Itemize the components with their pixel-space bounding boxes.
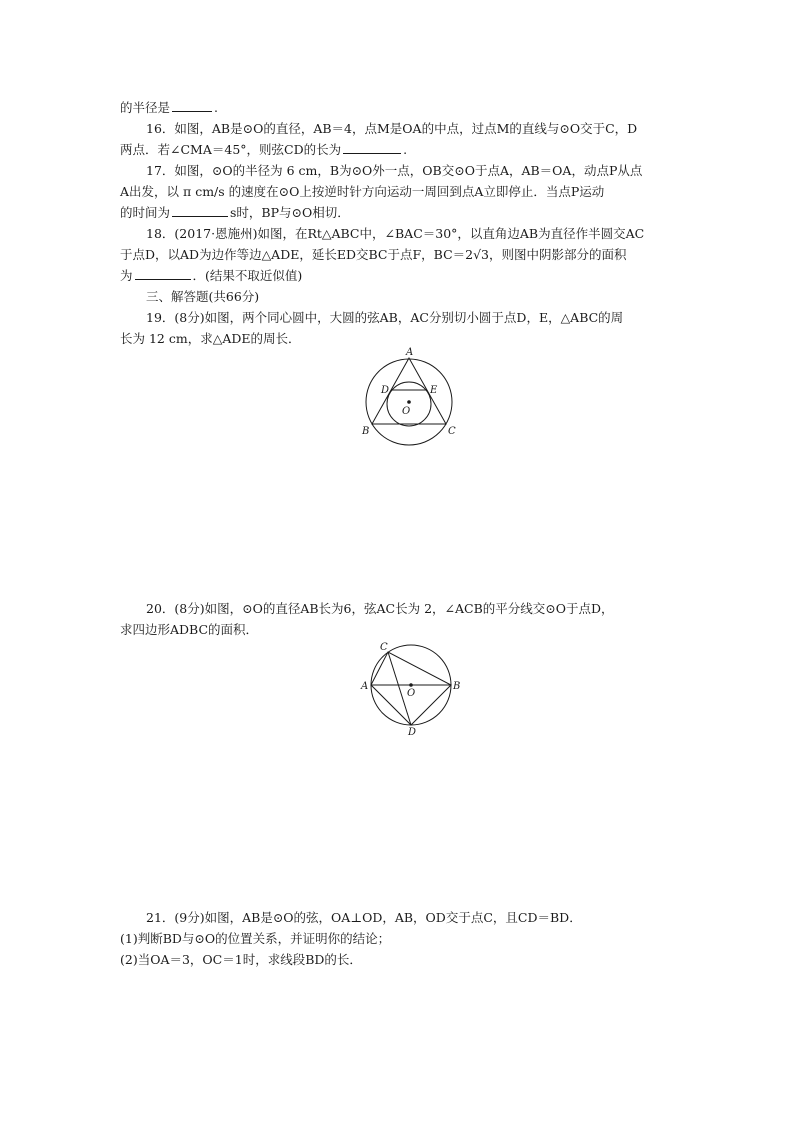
q20-line1: 20．(8分)如图，⊙O的直径AB长为6，弦AC长为 2，∠ACB的平分线交⊙O于点D，: [146, 601, 614, 616]
q19-line2: 长为 12 cm，求△ADE的周长．: [120, 331, 301, 346]
label-b: B: [362, 426, 370, 437]
answer-blank[interactable]: [172, 99, 212, 112]
q19-line1: 19．(8分)如图，两个同心圆中，大圆的弦AB，AC分别切小圆于点D，E，△ABC的周: [146, 310, 624, 325]
center-point: [409, 683, 413, 687]
answer-blank[interactable]: [343, 141, 401, 154]
q17-line3: [120, 203, 350, 223]
text: 为: [120, 268, 133, 283]
label-b: B: [453, 681, 461, 692]
q17-line2: A出发，以 π cm/s 的速度在⊙O上按逆时针方向运动一周回到点A立即停止．当点P运动: [120, 184, 605, 199]
text: 两点．若∠CMA＝45°，则弦CD的长为: [120, 142, 342, 157]
text: 的半径是: [120, 100, 171, 115]
q18-line3: [120, 266, 302, 286]
q21-line2: (1)判断BD与⊙O的位置关系，并证明你的结论；: [120, 931, 391, 946]
center-point: [407, 400, 411, 404]
answer-blank[interactable]: [135, 267, 191, 280]
q20-line2: 求四边形ADBC的面积．: [120, 622, 259, 637]
inner-circle: [387, 382, 431, 426]
q18-line2: 于点D，以AD为边作等边△ADE，延长ED交BC于点F，BC＝2√3，则图中阴影部分的面积: [120, 247, 627, 262]
label-c: C: [380, 642, 388, 653]
figure-20: [358, 638, 468, 738]
q21-line3: (2)当OA＝3，OC＝1时，求线段BD的长．: [120, 952, 362, 967]
q16-line1: 16．如图，AB是⊙O的直径，AB＝4，点M是OA的中点，过点M的直线与⊙O交于C，D: [146, 121, 638, 136]
answer-blank[interactable]: [172, 204, 228, 217]
section-heading: 三、解答题(共66分): [146, 289, 260, 304]
label-a: A: [406, 347, 414, 358]
q16-line2: [120, 140, 407, 160]
label-o: O: [407, 688, 416, 699]
text: ．(结果不取近似值): [192, 268, 303, 283]
label-o: O: [402, 406, 411, 417]
label-a: A: [361, 681, 369, 692]
label-d: D: [381, 385, 390, 396]
figure-19: [358, 344, 458, 448]
q15-tail: [120, 98, 218, 118]
q18-line1: 18．(2017·恩施州)如图，在Rt△ABC中，∠BAC＝30°，以直角边AB为直径作半圆交AC: [146, 226, 645, 241]
label-e: E: [430, 385, 438, 396]
text: 的时间为: [120, 205, 171, 220]
label-d: D: [408, 727, 417, 738]
label-c: C: [448, 426, 456, 437]
text: .: [403, 142, 408, 157]
text: .: [214, 100, 218, 115]
q17-line1: 17．如图，⊙O的半径为 6 cm，B为⊙O外一点，OB交⊙O于点A，AB＝OA，动点P从点: [146, 163, 643, 178]
q21-line1: 21．(9分)如图，AB是⊙O的弦，OA⊥OD，AB，OD交于点C，且CD＝BD．: [146, 910, 582, 925]
text: s时，BP与⊙O相切．: [230, 205, 350, 220]
